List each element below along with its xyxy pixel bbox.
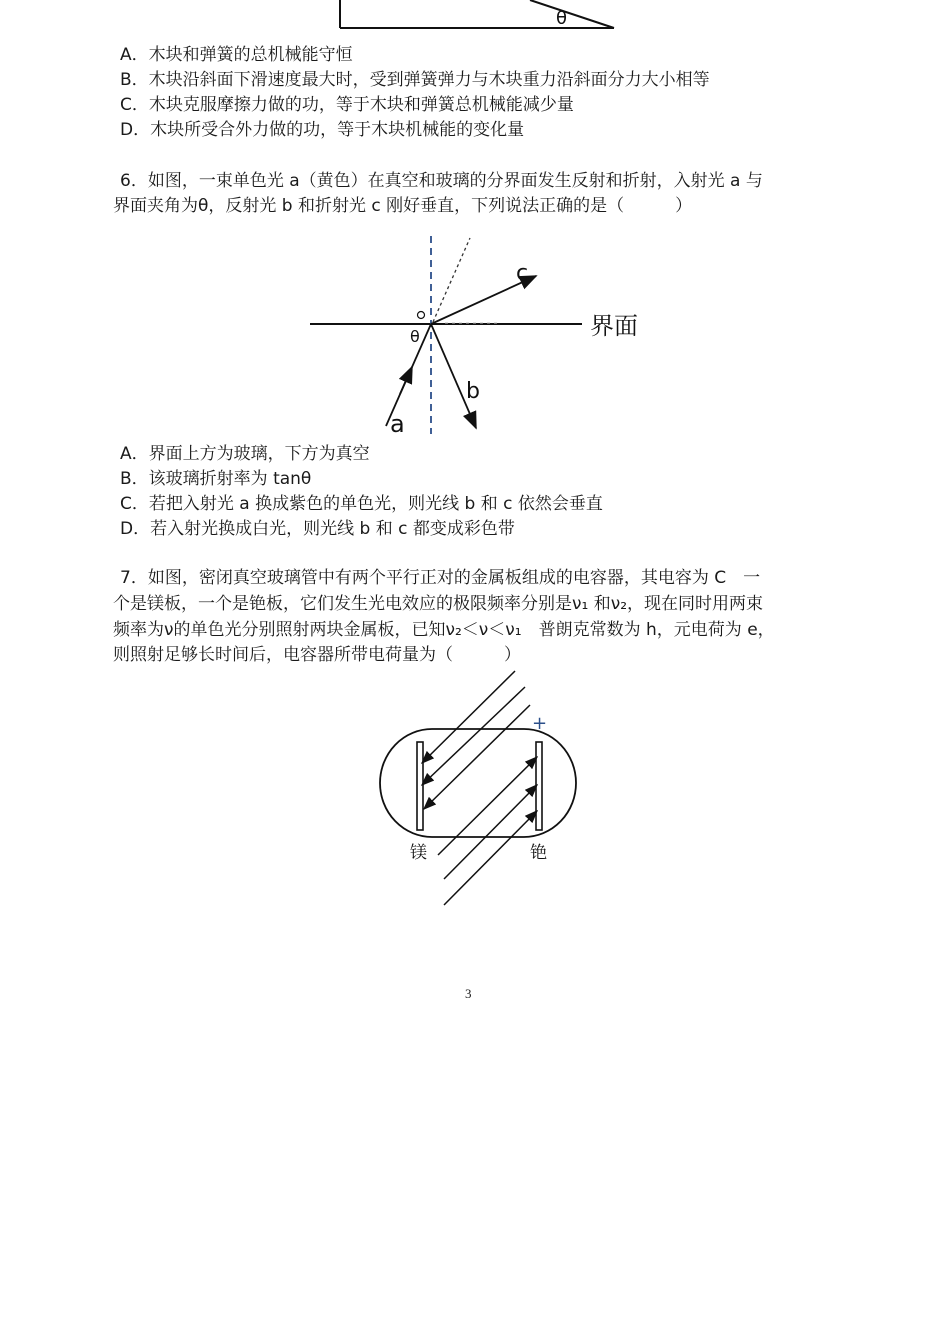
refraction-figure (300, 230, 660, 440)
q6-option-b: B．该玻璃折射率为 tanθ (120, 469, 312, 489)
label-a: a (390, 410, 405, 438)
capacitor-tube-figure (370, 665, 590, 910)
light-ray (438, 757, 537, 855)
q7-stem-line-3: 频率为ν的单色光分别照射两块金属板，已知ν₂＜ν＜ν₁ 普朗克常数为 h，元电荷为 e， (113, 620, 775, 640)
light-ray (444, 785, 537, 879)
q6-stem-line-2: 界面夹角为θ，反射光 b 和折射光 c 刚好垂直，下列说法正确的是（ ） (113, 196, 693, 216)
label-theta: θ (410, 327, 420, 346)
q5-option-b: B．木块沿斜面下滑速度最大时，受到弹簧弹力与木块重力沿斜面分力大小相等 (120, 70, 710, 90)
page-number: 3 (465, 986, 472, 1001)
incline-slope (530, 0, 614, 28)
q7-stem-line-1: 7．如图，密闭真空玻璃管中有两个平行正对的金属板组成的电容器，其电容为 C 一 (120, 568, 761, 588)
light-ray (422, 687, 525, 785)
q6-option-c: C．若把入射光 a 换成紫色的单色光，则光线 b 和 c 依然会垂直 (120, 494, 603, 514)
small-mark (418, 312, 425, 319)
light-ray (444, 811, 537, 905)
magnesium-plate (417, 742, 423, 830)
label-b: b (466, 379, 480, 404)
glass-tube (380, 729, 576, 837)
q5-option-a: A．木块和弹簧的总机械能守恒 (120, 45, 353, 65)
q6-option-a: A．界面上方为玻璃，下方为真空 (120, 444, 370, 464)
light-ray (422, 671, 515, 763)
label-cesium: 铯 (530, 843, 547, 863)
plus-sign: + (532, 713, 548, 734)
incline-theta-label: θ (556, 8, 568, 29)
q7-stem-line-4: 则照射足够长时间后，电容器所带电荷量为（ ） (113, 645, 521, 665)
q7-stem-line-2: 个是镁板，一个是铯板，它们发生光电效应的极限频率分别是ν₁ 和ν₂，现在同时用两束 (113, 594, 764, 614)
q5-option-d: D．木块所受合外力做的功，等于木块机械能的变化量 (120, 120, 525, 140)
incline-figure (330, 0, 630, 36)
q5-option-c: C．木块克服摩擦力做的功，等于木块和弹簧总机械能减少量 (120, 95, 574, 115)
label-magnesium: 镁 (410, 843, 427, 863)
label-interface: 界面 (590, 312, 638, 340)
light-ray (424, 705, 530, 809)
ray-b (431, 324, 476, 428)
q6-option-d: D．若入射光换成白光，则光线 b 和 c 都变成彩色带 (120, 519, 515, 539)
incident-ray-arrow (400, 367, 412, 394)
label-c: c (516, 261, 529, 286)
q6-stem-line-1: 6．如图，一束单色光 a（黄色）在真空和玻璃的分界面发生反射和折射，入射光 a 与 (120, 171, 763, 191)
